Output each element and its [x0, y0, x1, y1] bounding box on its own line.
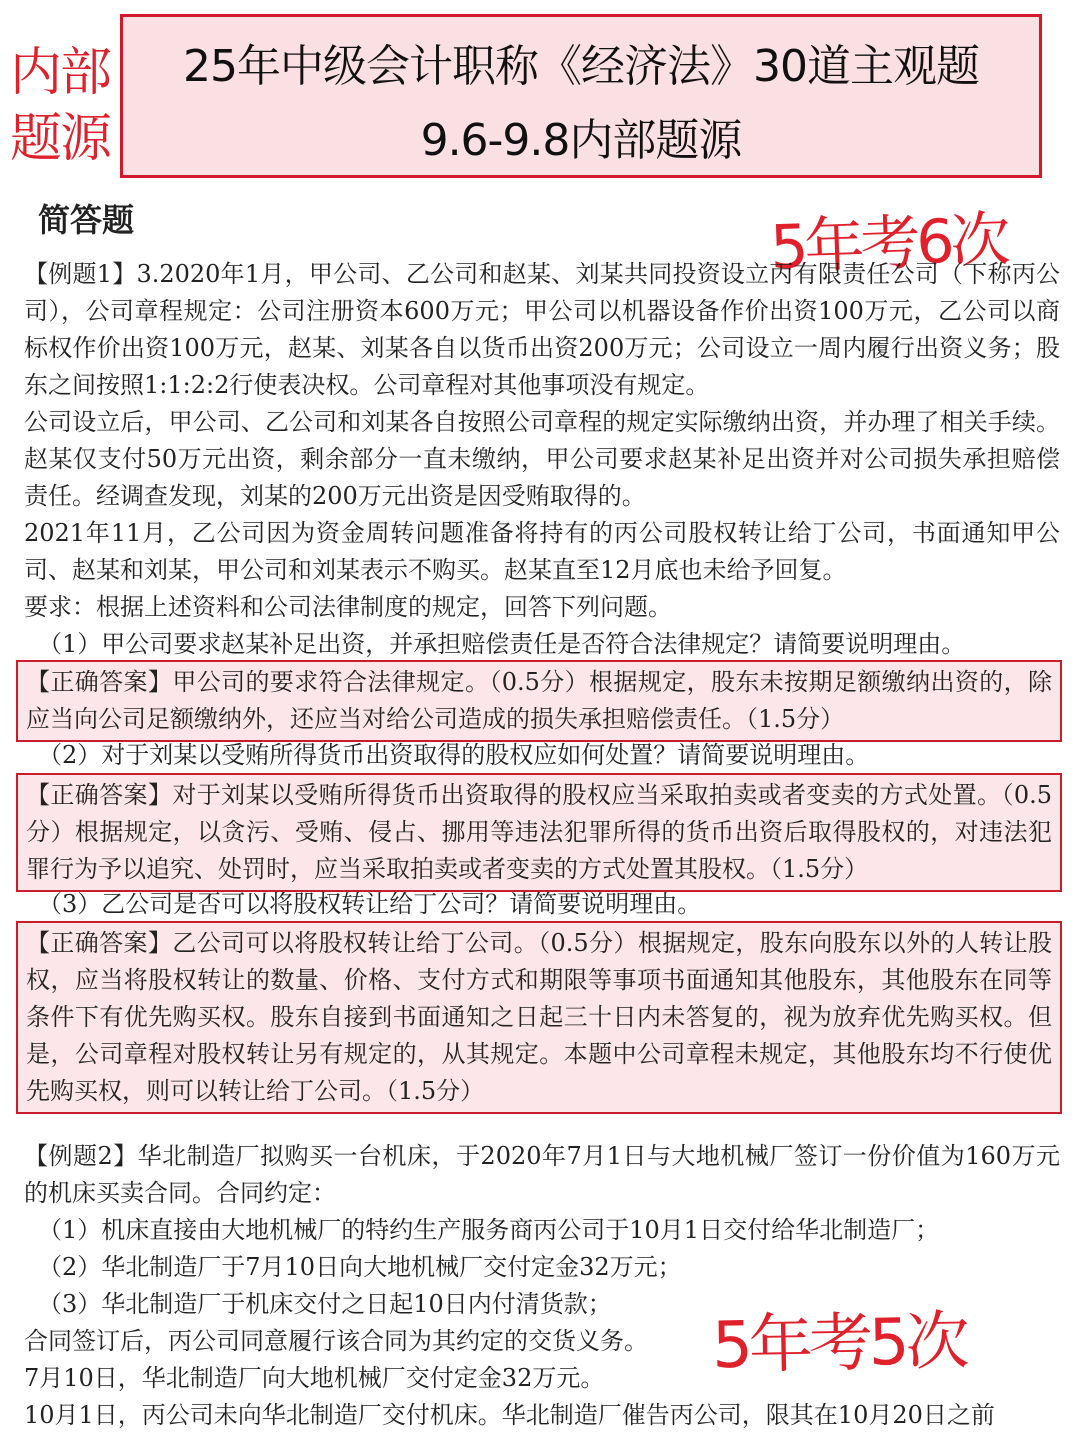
example1-paragraph-2: 公司设立后，甲公司、乙公司和刘某各自按照公司章程的规定实际缴纳出资，并办理了相关手续。赵某仅支付50万元出资，剩余部分一直未缴纳，甲公司要求赵某补足出资并对公司损失承担赔偿责任。经调查发现，刘某的200万元出资是因受贿取得的。	[24, 408, 1060, 510]
handwritten-note-2: 5年考5次	[711, 1304, 967, 1384]
section-heading: 简答题	[38, 201, 135, 239]
example2-item-3: （3）华北制造厂于机床交付之日起10日内付清货款；	[38, 1290, 612, 1318]
title-banner	[120, 14, 1042, 178]
example1-requirement: 要求：根据上述资料和公司法律制度的规定，回答下列问题。	[24, 593, 672, 621]
answer-box-2: 【正确答案】对于刘某以受贿所得货币出资取得的股权应当采取拍卖或者变卖的方式处置。（0.5分）根据规定，以贪污、受贿、侵占、挪用等违法犯罪所得的货币出资后取得股权的，对违法犯罪行为予以追究、处罚时，应当采取拍卖或者变卖的方式处置其股权。（1.5分）	[16, 773, 1062, 892]
example2-item-1: （1）机床直接由大地机械厂的特约生产服务商丙公司于10月1日交付给华北制造厂；	[38, 1216, 940, 1244]
example2-paragraph-4: 10月1日，丙公司未向华北制造厂交付机床。华北制造厂催告丙公司，限其在10月20日之前	[24, 1401, 995, 1429]
example2-item-2: （2）华北制造厂于7月10日向大地机械厂交付定金32万元；	[38, 1253, 682, 1281]
example1-question-1: （1）甲公司要求赵某补足出资，并承担赔偿责任是否符合法律规定？请简要说明理由。	[38, 630, 966, 658]
answer-box-1: 【正确答案】甲公司的要求符合法律规定。（0.5分）根据规定，股东未按期足额缴纳出资的，除应当向公司足额缴纳外，还应当对给公司造成的损失承担赔偿责任。（1.5分）	[16, 660, 1062, 742]
example1-paragraph-3: 2021年11月，乙公司因为资金周转问题准备将持有的丙公司股权转让给丁公司，书面通知甲公司、赵某和刘某，甲公司和刘某表示不购买。赵某直至12月底也未给予回复。	[24, 519, 1060, 584]
answer-box-3: 【正确答案】乙公司可以将股权转让给丁公司。（0.5分）根据规定，股东向股东以外的人转让股权，应当将股权转让的数量、价格、支付方式和期限等事项书面通知其他股东，其他股东在同等条件下有优先购买权。股东自接到书面通知之日起三十日内未答复的，视为放弃优先购买权。但是，公司章程对股权转让另有规定的，从其规定。本题中公司章程未规定，其他股东均不行使优先购买权，则可以转让给丁公司。（1.5分）	[16, 921, 1062, 1114]
page-title: 25年中级会计职称《经济法》30道主观题	[183, 41, 979, 92]
example2-paragraph-1: 【例题2】华北制造厂拟购买一台机床，于2020年7月1日与大地机械厂签订一份价值为160万元的机床买卖合同。合同约定：	[24, 1142, 1060, 1207]
example1-paragraph-1: 【例题1】3.2020年1月，甲公司、乙公司和赵某、刘某共同投资设立丙有限责任公司（下称丙公司），公司章程规定：公司注册资本600万元；甲公司以机器设备作价出资100万元，乙公司以商标权作价出资100万元，赵某、刘某各自以货币出资200万元；公司设立一周内履行出资义务；股东之间按照1:1:2:2行使表决权。公司章程对其他事项没有规定。	[24, 260, 1060, 399]
example1-question-2: （2）对于刘某以受贿所得货币出资取得的股权应如何处置？请简要说明理由。	[38, 741, 870, 769]
handwritten-note-left: 内部题源	[10, 43, 111, 169]
handwritten-note-1: 5年考6次	[769, 204, 1008, 284]
example1-question-3: （3）乙公司是否可以将股权转让给丁公司？请简要说明理由。	[38, 890, 702, 918]
example2-paragraph-2: 合同签订后，丙公司同意履行该合同为其约定的交货义务。	[24, 1327, 648, 1355]
page-subtitle: 9.6-9.8内部题源	[420, 115, 742, 166]
example2-paragraph-3: 7月10日，华北制造厂向大地机械厂交付定金32万元。	[24, 1364, 605, 1392]
